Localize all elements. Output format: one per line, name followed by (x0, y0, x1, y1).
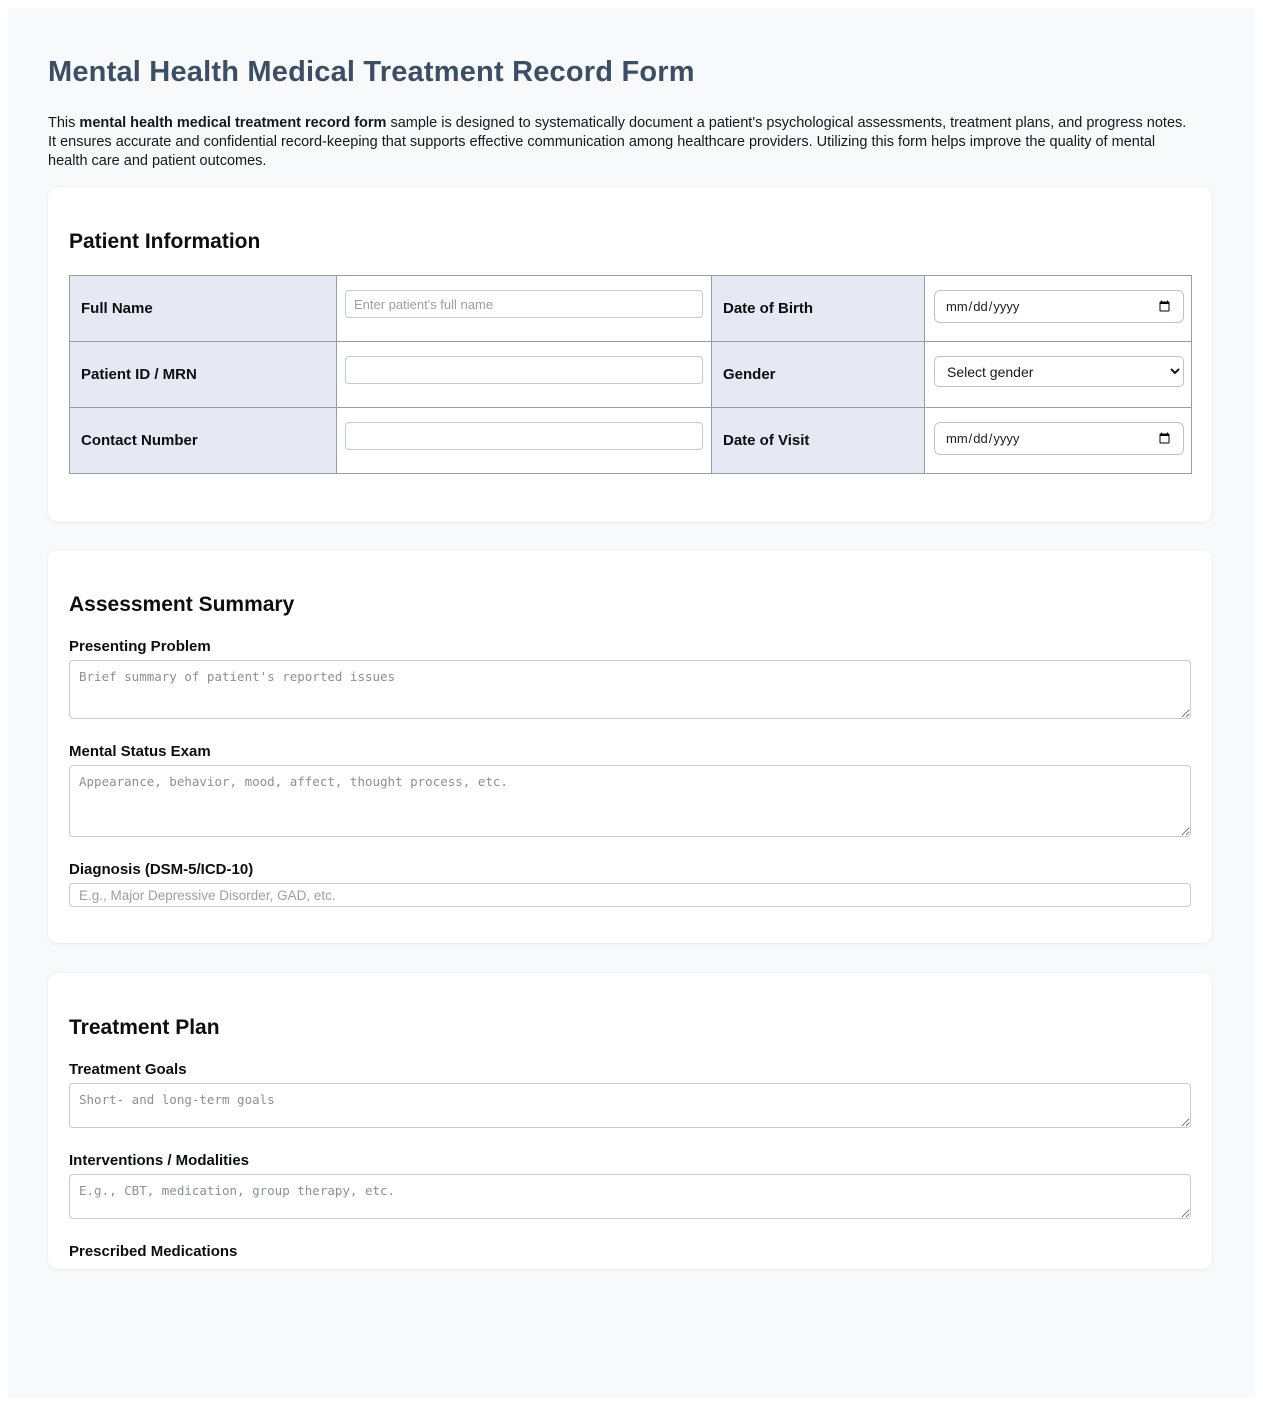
contact-number-input[interactable] (345, 422, 703, 450)
table-row (70, 342, 1192, 408)
date-of-visit-cell (925, 408, 1192, 474)
treatment-plan-heading: Treatment Plan (69, 1016, 220, 1039)
patient-information-heading: Patient Information (69, 230, 261, 253)
gender-label: Gender (712, 342, 925, 408)
page-title: Mental Health Medical Treatment Record Form (48, 56, 695, 88)
diagnosis-input[interactable] (69, 883, 1191, 907)
treatment-goals-label: Treatment Goals (69, 1061, 187, 1078)
date-of-visit-input[interactable] (934, 422, 1184, 455)
interventions-label: Interventions / Modalities (69, 1152, 250, 1169)
treatment-plan-card (48, 973, 1212, 1269)
patient-information-card (48, 187, 1212, 522)
gender-cell (925, 342, 1192, 408)
mental-status-exam-field (69, 743, 1191, 837)
patient-id-input[interactable] (345, 356, 703, 384)
contact-number-label: Contact Number (70, 408, 337, 474)
presenting-problem-label: Presenting Problem (69, 638, 211, 655)
treatment-goals-field (69, 1061, 1191, 1128)
table-row (70, 276, 1192, 342)
interventions-field (69, 1152, 1191, 1219)
page-container (8, 8, 1255, 1269)
treatment-goals-textarea[interactable] (69, 1083, 1191, 1128)
patient-id-label: Patient ID / MRN (70, 342, 337, 408)
table-row (70, 408, 1192, 474)
assessment-summary-card (48, 550, 1212, 943)
prescribed-medications-label: Prescribed Medications (69, 1243, 238, 1260)
interventions-modalities-textarea[interactable] (69, 1174, 1191, 1219)
intro-paragraph (48, 114, 1196, 171)
prescribed-medications-field (69, 1243, 1191, 1261)
intro-text-rest: sample is designed to systematically document a patient's psychological assessments, treatment plans, and progress notes. It ensures accurate and confidential record-keeping that supports effective communication among healthcare providers. Utilizing this form helps improve the quality of mental health care and patient outcomes. (48, 115, 1187, 169)
presenting-problem-textarea[interactable] (69, 660, 1191, 719)
diagnosis-label: Diagnosis (DSM-5/ICD-10) (69, 861, 254, 878)
mental-status-exam-textarea[interactable] (69, 765, 1191, 837)
date-of-visit-label: Date of Visit (712, 408, 925, 474)
date-of-birth-input[interactable] (934, 290, 1184, 323)
presenting-problem-field (69, 638, 1191, 719)
intro-text-bold: mental health medical treatment record form (79, 115, 387, 131)
assessment-summary-heading: Assessment Summary (69, 593, 295, 616)
date-of-birth-label: Date of Birth (712, 276, 925, 342)
full-name-cell (337, 276, 712, 342)
full-name-label: Full Name (70, 276, 337, 342)
contact-number-cell (337, 408, 712, 474)
intro-text-prefix: This (48, 115, 80, 131)
full-name-input[interactable] (345, 290, 703, 318)
gender-select[interactable] (934, 356, 1184, 387)
date-of-birth-cell (925, 276, 1192, 342)
mental-status-exam-label: Mental Status Exam (69, 743, 211, 760)
diagnosis-field (69, 861, 1191, 907)
patient-id-cell (337, 342, 712, 408)
patient-info-table (69, 275, 1192, 474)
